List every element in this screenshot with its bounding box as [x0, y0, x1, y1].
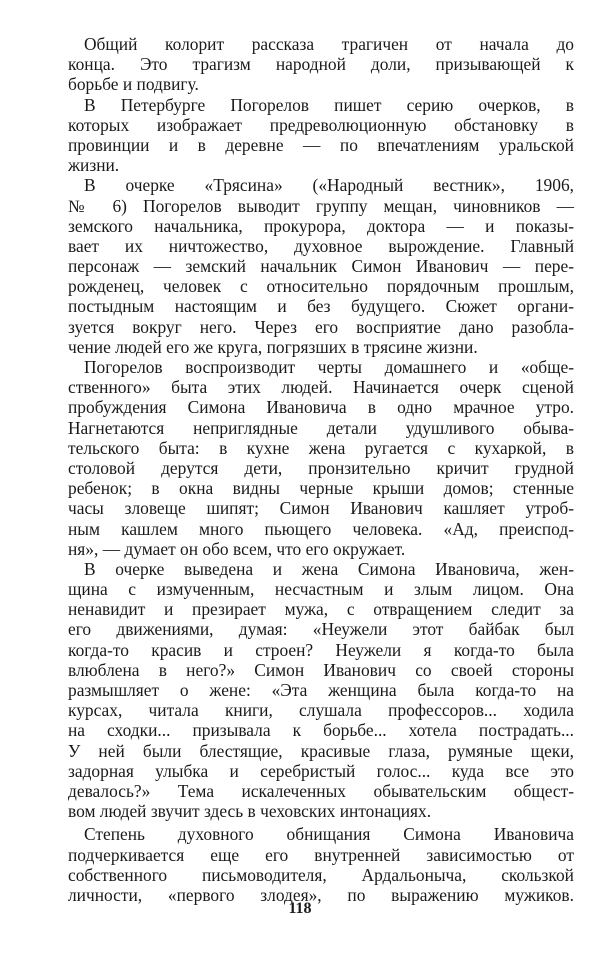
paragraph — [68, 34, 574, 95]
text-line: У ней были блестящие, красивые глаза, румяные щеки, — [68, 740, 574, 761]
text-line: вом людей звучит здесь в чеховских интонациях. — [68, 801, 432, 822]
text-line: жизни. — [68, 155, 120, 176]
text-line: тельского быта: в кухне жена ругается с кухаркой, в — [68, 437, 574, 458]
text-line: рожденец, человек с относительно порядочным прошлым, — [68, 276, 574, 297]
text-line: щина с измученным, несчастным и злым лицом. Она — [68, 579, 574, 600]
paragraph — [68, 175, 574, 357]
text-line: на сходки... призывала к борьбе... хотела пострадать... — [68, 720, 574, 741]
text-line: которых изображает предреволюционную обстановку в — [68, 114, 574, 135]
text-line: столовой дерутся дети, пронзительно кричит грудной — [68, 457, 574, 478]
text-line: постыдным настоящим и без будущего. Сюжет органи- — [68, 296, 574, 317]
text-line: ным кашлем много пьющего человека. «Ад, преиспод- — [68, 518, 574, 539]
text-line: ребенок; в окна видны черные крыши домов; стенные — [68, 478, 574, 499]
text-line: задорная улыбка и серебристый голос... куда все это — [68, 760, 574, 781]
text-line: ня», — думает он обо всем, что его окружает. — [68, 538, 406, 559]
text-line: его движениями, думая: «Неужели этот байбак был — [68, 619, 574, 640]
text-line: земского начальника, прокурора, доктора — и показы- — [68, 215, 574, 236]
paragraph — [68, 824, 574, 905]
text-line: В Петербурге Погорелов пишет серию очерков, в — [84, 94, 574, 115]
text-line: вает их ничтожество, духовное вырождение. Главный — [68, 235, 574, 256]
text-line: провинции и в деревне — по впечатлениям уральской — [68, 134, 574, 155]
text-line: собственного письмоводителя, Ардальоныча, скользкой — [68, 864, 574, 885]
text-line: Общий колорит рассказа трагичен от начала до — [84, 34, 574, 54]
paragraph — [68, 559, 574, 821]
text-line: зуется вокруг него. Через его восприятие дано разобла- — [68, 316, 574, 337]
text-line: Нагнетаются неприглядные детали удушливого обыва- — [68, 417, 574, 438]
text-line: когда-то красив и строен? Неужели я когда-то была — [68, 639, 574, 660]
text-line: размышляет о жене: «Эта женщина была когда-то на — [68, 680, 574, 700]
text-line: часы зловеще шипят; Симон Иванович кашляет утроб- — [68, 498, 574, 519]
page-number: 118 — [288, 900, 312, 917]
text-line: ненавидит и презирает мужа, с отвращением следит за — [68, 599, 574, 620]
text-line: личности, «первого злодея», по выражению мужиков. — [68, 884, 574, 905]
text-line: ственного» быта этих людей. Начинается очерк сценой — [68, 377, 574, 398]
text-line: В очерке выведена и жена Симона Ивановича, жен- — [84, 558, 574, 579]
text-line: персонаж — земский начальник Симон Иванович — пере- — [68, 256, 574, 277]
text-line: Степень духовного обнищания Симона Ивановича — [84, 824, 574, 845]
text-line: девалось?» Тема искалеченных обывательским общест- — [68, 780, 574, 801]
text-line: борьбе и подвигу. — [68, 74, 199, 95]
text-line: чение людей его же круга, погрязших в трясине жизни. — [68, 336, 478, 357]
text-line: Погорелов воспроизводит черты домашнего и «обще- — [84, 357, 574, 377]
body-text — [68, 34, 574, 905]
paragraph — [68, 357, 574, 559]
text-line: курсах, читала книги, слушала профессоров... ходила — [68, 700, 574, 721]
text-line: пробуждения Симона Ивановича в одно мрачное утро. — [68, 397, 574, 418]
text-line: влюблена в него?» Симон Иванович со своей стороны — [68, 659, 574, 680]
text-line: № 6) Погорелов выводит группу мещан, чиновников — — [68, 195, 574, 216]
paragraph — [68, 95, 574, 176]
text-line: подчеркивается еще его внутренней зависимостью от — [68, 844, 574, 865]
text-line: В очерке «Трясина» («Народный вестник», 1906, — [84, 175, 574, 196]
text-line: конца. Это трагизм народной доли, призывающей к — [68, 54, 574, 75]
